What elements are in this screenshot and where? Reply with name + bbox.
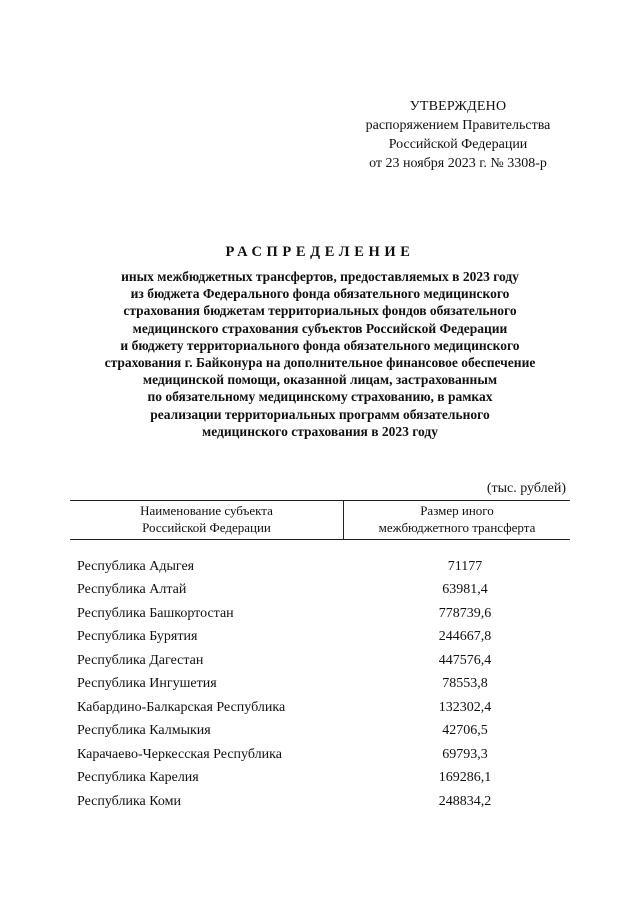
amount-cell: 132302,4 bbox=[438, 699, 492, 715]
table-row bbox=[77, 743, 570, 767]
amount-cell: 71177 bbox=[447, 558, 483, 574]
amount-cell: 69793,3 bbox=[442, 746, 488, 762]
approval-block bbox=[340, 97, 576, 173]
subtitle-line: и бюджету территориального фонда обязательного медицинского bbox=[120, 337, 520, 353]
amount-cell: 778739,6 bbox=[438, 605, 492, 621]
column-header-subject bbox=[70, 500, 344, 539]
approval-line: Российской Федерации bbox=[388, 137, 528, 152]
subtitle-line: по обязательному медицинскому страхованию, в рамках bbox=[147, 389, 493, 405]
table-row bbox=[77, 626, 570, 650]
subject-name-cell: Республика Бурятия bbox=[77, 629, 198, 645]
subtitle-line: медицинского страхования субъектов Российской Федерации bbox=[132, 320, 508, 336]
table-row bbox=[77, 790, 570, 814]
table-row bbox=[77, 649, 570, 673]
amount-cell: 244667,8 bbox=[438, 629, 492, 645]
subtitle-line: из бюджета Федерального фонда обязательного медицинского bbox=[130, 286, 510, 302]
table-row bbox=[77, 696, 570, 720]
subject-name-cell: Республика Коми bbox=[77, 793, 181, 809]
table-row bbox=[77, 579, 570, 603]
table-row bbox=[77, 602, 570, 626]
subtitle-line: медицинского страхования в 2023 году bbox=[202, 423, 438, 439]
table-body bbox=[77, 555, 570, 814]
approval-line: распоряжением Правительства bbox=[365, 118, 551, 133]
amount-cell: 169286,1 bbox=[438, 770, 492, 786]
subject-name-cell: Республика Башкортостан bbox=[77, 605, 234, 621]
table-header bbox=[70, 500, 570, 540]
table-row bbox=[77, 673, 570, 697]
amount-cell: 42706,5 bbox=[442, 723, 488, 739]
subject-name-cell: Карачаево-Черкесская Республика bbox=[77, 746, 282, 762]
column-header-line: Наименование субъекта bbox=[140, 503, 273, 518]
subtitle-line: медицинской помощи, оказанной лицам, застрахованным bbox=[142, 372, 498, 388]
subject-name-cell: Кабардино-Балкарская Республика bbox=[77, 699, 286, 715]
amount-cell: 78553,8 bbox=[442, 676, 488, 692]
amount-cell: 63981,4 bbox=[442, 582, 488, 598]
subject-name-cell: Республика Калмыкия bbox=[77, 723, 211, 739]
document-title: РАСПРЕДЕЛЕНИЕ bbox=[225, 244, 415, 260]
subject-name-cell: Республика Карелия bbox=[77, 770, 199, 786]
subject-name-cell: Республика Дагестан bbox=[77, 652, 204, 668]
units-note: (тыс. рублей) bbox=[486, 481, 566, 496]
subject-name-cell: Республика Адыгея bbox=[77, 558, 195, 574]
column-header-line: межбюджетного трансферта bbox=[378, 520, 536, 535]
column-header-amount bbox=[344, 500, 570, 539]
approval-line: от 23 ноября 2023 г. № 3308-р bbox=[369, 156, 547, 171]
table-row bbox=[77, 555, 570, 579]
amount-cell: 248834,2 bbox=[438, 793, 492, 809]
column-header-line: Размер иного bbox=[420, 503, 494, 518]
approval-stamp: УТВЕРЖДЕНО bbox=[409, 99, 507, 114]
subtitle-line: реализации территориальных программ обязательного bbox=[150, 406, 490, 422]
subtitle-line: страхования бюджетам территориальных фондов обязательного bbox=[123, 303, 517, 319]
table-row bbox=[77, 720, 570, 744]
subject-name-cell: Республика Алтай bbox=[77, 582, 187, 598]
table-row bbox=[77, 767, 570, 791]
column-header-line: Российской Федерации bbox=[142, 520, 271, 535]
subject-name-cell: Республика Ингушетия bbox=[77, 676, 217, 692]
subtitle-line: иных межбюджетных трансфертов, предоставляемых в 2023 году bbox=[121, 269, 519, 284]
subtitle-line: страхования г. Байконура на дополнительное финансовое обеспечение bbox=[104, 355, 536, 371]
amount-cell: 447576,4 bbox=[438, 652, 492, 668]
document-subtitle bbox=[60, 268, 580, 440]
